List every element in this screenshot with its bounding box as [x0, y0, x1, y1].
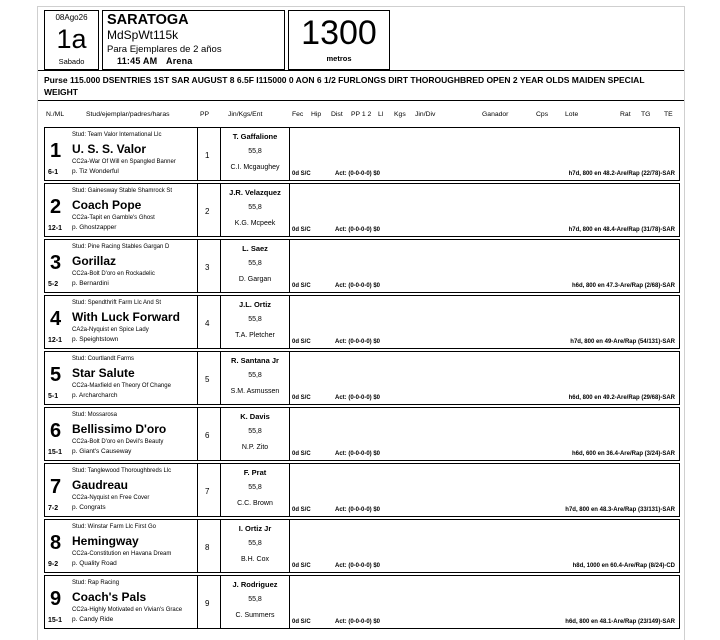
current-record: Act: (0-0-0-0) $0 [335, 395, 381, 401]
broodmare-sire: p. Archarcharch [72, 392, 118, 399]
post-position: 9 [205, 599, 210, 608]
pedigree: CC2a-Bolt D'oro en Devil's Beauty [72, 439, 164, 445]
col-fec: Fec [292, 111, 304, 118]
col-ll: Ll [378, 111, 384, 118]
horse-cell [44, 239, 198, 293]
entry-row[interactable] [44, 295, 680, 350]
jockey-cell [220, 183, 290, 237]
horse-name: Bellissimo D'oro [72, 422, 167, 436]
distance-box [288, 10, 390, 70]
program-number: 4 [50, 308, 62, 330]
horse-name: U. S. S. Valor [72, 142, 147, 156]
col-nml: N./ML [46, 111, 65, 118]
program-number: 8 [50, 532, 62, 554]
current-record: Act: (0-0-0-0) $0 [335, 451, 381, 457]
col-hip: Hip [311, 111, 322, 118]
jockey: J.R. Velazquez [229, 188, 281, 197]
past-performance-cell [290, 127, 680, 181]
post-time: 11:45 AM [117, 56, 158, 66]
jockey-cell [220, 239, 290, 293]
past-performance-cell [290, 183, 680, 237]
workout: h7d, 800 en 48.3-Are/Rap (33/131)-SAR [565, 507, 675, 513]
race-number: 1a [56, 24, 87, 54]
horse-cell [44, 519, 198, 573]
past-performance-cell [290, 463, 680, 517]
col-cps: Cps [536, 111, 549, 118]
col-jkg: Jin/Kgs/Ent [228, 111, 263, 118]
jockey: J.L. Ortiz [238, 300, 272, 309]
trainer: D. Gargan [238, 276, 272, 283]
jockey-cell [220, 463, 290, 517]
col-rat: Rat [620, 111, 631, 118]
pedigree: CC2a-Highly Motivated en Vivian's Grace [72, 607, 183, 613]
jockey: J. Rodriguez [232, 580, 278, 589]
morning-line-odds: 5-1 [48, 393, 59, 400]
post-position: 1 [205, 151, 210, 160]
workout: h6d, 800 en 49.2-Are/Rap (29/68)-SAR [568, 395, 675, 401]
broodmare-sire: p. Quality Road [72, 560, 117, 567]
post-position-cell [198, 463, 220, 517]
jockey: R. Santana Jr [231, 356, 279, 365]
workout: h7d, 800 en 49-Are/Rap (54/131)-SAR [570, 339, 675, 345]
race-day: Sabado [58, 57, 85, 66]
horse-name: Gaudreau [72, 478, 129, 492]
pedigree: CC2a-Maxfield en Theory Of Change [72, 383, 171, 389]
col-kgs: Kgs [394, 111, 406, 118]
jockey-cell [220, 351, 290, 405]
past-performance-cell [290, 351, 680, 405]
morning-line-odds: 6-1 [48, 169, 59, 176]
pedigree: CC2a-Nyquist en Free Cover [72, 495, 150, 501]
current-record: Act: (0-0-0-0) $0 [335, 563, 381, 569]
col-tg: TG [641, 111, 651, 118]
workout: h6d, 800 en 48.1-Are/Rap (23/149)-SAR [565, 619, 675, 625]
horse-cell [44, 575, 198, 629]
pedigree: CC2a-Constitution en Havana Dream [72, 551, 172, 557]
trainer: B.H. Cox [240, 556, 269, 563]
col-dist: Dist [331, 111, 343, 118]
trainer: T.A. Pletcher [235, 332, 275, 339]
current-record: Act: (0-0-0-0) $0 [335, 339, 381, 345]
race-record: 0d S/C [292, 171, 311, 177]
post-position: 7 [205, 487, 210, 496]
col-lote: Lote [565, 111, 579, 118]
entry-row[interactable] [44, 351, 680, 406]
current-record: Act: (0-0-0-0) $0 [335, 227, 381, 233]
distance-unit: metros [326, 54, 352, 63]
trainer: N.P. Zito [241, 444, 269, 451]
entry-row[interactable] [44, 239, 680, 294]
stud-owner: Stud: Tanglewood Thoroughbreds Llc [72, 468, 172, 474]
workout: h7d, 800 en 48.2-Are/Rap (22/78)-SAR [568, 171, 675, 177]
morning-line-odds: 5-2 [48, 281, 59, 288]
program-number: 5 [50, 364, 62, 386]
jockey-cell [220, 295, 290, 349]
jockey-cell [220, 519, 290, 573]
entry-row[interactable] [44, 463, 680, 518]
column-headers [38, 111, 684, 123]
stud-owner: Stud: Rap Racing [72, 580, 120, 586]
entry-row[interactable] [44, 575, 680, 630]
col-stud: Stud/ejemplar/padres/haras [86, 111, 170, 118]
race-record: 0d S/C [292, 451, 311, 457]
workout: h6d, 800 en 47.3-Are/Rap (2/68)-SAR [571, 283, 675, 289]
horse-cell [44, 183, 198, 237]
post-position-cell [198, 351, 220, 405]
post-position: 4 [205, 319, 210, 328]
workout: h8d, 1000 en 60.4-Are/Rap (8/24)-CD [572, 563, 675, 569]
jockey-cell [220, 407, 290, 461]
race-type: MdSpWt115k [107, 28, 179, 42]
horse-cell [44, 407, 198, 461]
race-record: 0d S/C [292, 619, 311, 625]
weight: 55,8 [248, 148, 262, 155]
post-position: 3 [205, 263, 210, 272]
pedigree: CA2a-Nyquist en Spice Lady [72, 327, 149, 333]
col-pp: PP [200, 111, 210, 118]
trainer: C.C. Brown [237, 500, 273, 507]
past-performance-cell [290, 295, 680, 349]
broodmare-sire: p. Ghostzapper [72, 224, 117, 231]
col-jindiv: Jin/Div [415, 111, 436, 118]
broodmare-sire: p. Bernardini [72, 280, 109, 287]
post-position-cell [198, 239, 220, 293]
stud-owner: Stud: Mossarosa [72, 412, 118, 418]
entry-row[interactable] [44, 183, 680, 238]
post-position: 2 [205, 207, 210, 216]
post-position-cell [198, 519, 220, 573]
entry-row[interactable] [44, 127, 680, 182]
horse-name: With Luck Forward [72, 310, 180, 324]
horse-cell [44, 127, 198, 181]
race-conditions: Para Ejemplares de 2 años [107, 44, 222, 55]
morning-line-odds: 9-2 [48, 561, 59, 568]
post-position: 8 [205, 543, 210, 552]
broodmare-sire: p. Giant's Causeway [72, 448, 132, 455]
race-record: 0d S/C [292, 563, 311, 569]
horse-name: Hemingway [72, 534, 139, 548]
jockey: L. Saez [242, 244, 268, 253]
race-record: 0d S/C [292, 507, 311, 513]
morning-line-odds: 7-2 [48, 505, 59, 512]
program-number: 1 [50, 140, 62, 162]
track-name: SARATOGA [107, 12, 189, 28]
post-position-cell [198, 295, 220, 349]
weight: 55,8 [248, 204, 262, 211]
stud-owner: Stud: Pine Racing Stables Gargan D [72, 244, 170, 250]
horse-cell [44, 463, 198, 517]
horse-cell [44, 295, 198, 349]
weight: 55,8 [248, 596, 262, 603]
past-performance-cell [290, 575, 680, 629]
program-number: 6 [50, 420, 62, 442]
post-position-cell [198, 127, 220, 181]
broodmare-sire: p. Congrats [72, 504, 106, 511]
purse-description: Purse 115.000 DSENTRIES 1ST SAR AUGUST 8 6.5F I115000 0 AON 6 1/2 FURLONGS DIRT THOROUGHBRED OPEN 2 YEAR OLDS MAIDEN SPECIAL WEIGHT [38, 70, 684, 101]
race-record: 0d S/C [292, 227, 311, 233]
past-performance-cell [290, 239, 680, 293]
race-record: 0d S/C [292, 283, 311, 289]
horse-name: Gorillaz [72, 254, 117, 268]
col-pp12: PP 1 2 [351, 111, 372, 118]
post-position-cell [198, 183, 220, 237]
jockey-cell [220, 575, 290, 629]
program-number: 7 [50, 476, 62, 498]
race-record: 0d S/C [292, 395, 311, 401]
race-date: 08Ago26 [55, 13, 88, 22]
weight: 55,8 [248, 260, 262, 267]
workout: h6d, 600 en 36.4-Are/Rap (3/24)-SAR [571, 451, 675, 457]
post-position-cell [198, 575, 220, 629]
race-number-box [44, 10, 99, 70]
entry-row[interactable] [44, 519, 680, 574]
jockey-cell [220, 127, 290, 181]
horse-name: Star Salute [72, 366, 135, 380]
stud-owner: Stud: Winstar Farm Llc First Go [72, 524, 157, 530]
program-number: 9 [50, 588, 62, 610]
weight: 55,8 [248, 540, 262, 547]
program-number: 2 [50, 196, 62, 218]
trainer: C. Summers [235, 612, 275, 619]
past-performance-cell [290, 407, 680, 461]
current-record: Act: (0-0-0-0) $0 [335, 283, 381, 289]
stud-owner: Stud: Spendthrift Farm Llc And St [72, 300, 162, 306]
trainer: S.M. Asmussen [230, 388, 280, 395]
weight: 55,8 [248, 316, 262, 323]
jockey: I. Ortiz Jr [238, 524, 272, 533]
workout: h7d, 800 en 48.4-Are/Rap (31/78)-SAR [568, 227, 675, 233]
jockey: T. Gaffalione [232, 132, 278, 141]
col-te: TE [664, 111, 673, 118]
current-record: Act: (0-0-0-0) $0 [335, 171, 381, 177]
horse-name: Coach Pope [72, 198, 142, 212]
weight: 55,8 [248, 372, 262, 379]
morning-line-odds: 12-1 [48, 225, 63, 232]
post-position: 6 [205, 431, 210, 440]
pedigree: CC2a-Bolt D'oro en Rockadelic [72, 271, 155, 277]
col-ganador: Ganador [482, 111, 509, 118]
post-time-line [107, 56, 193, 66]
current-record: Act: (0-0-0-0) $0 [335, 507, 381, 513]
surface: Arena [166, 56, 193, 66]
program-sheet [37, 6, 685, 640]
horse-name: Coach's Pals [72, 590, 147, 604]
race-record: 0d S/C [292, 339, 311, 345]
morning-line-odds: 15-1 [48, 617, 63, 624]
trainer: C.I. Mcgaughey [230, 164, 280, 171]
race-info-box [102, 10, 285, 70]
morning-line-odds: 12-1 [48, 337, 63, 344]
post-position-cell [198, 407, 220, 461]
stud-owner: Stud: Gainesway Stable Shamrock St [72, 188, 173, 194]
horse-cell [44, 351, 198, 405]
current-record: Act: (0-0-0-0) $0 [335, 619, 381, 625]
broodmare-sire: p. Speightstown [72, 336, 119, 343]
post-position: 5 [205, 375, 210, 384]
morning-line-odds: 15-1 [48, 449, 63, 456]
weight: 55,8 [248, 428, 262, 435]
trainer: K.G. Mcpeek [234, 220, 276, 227]
stud-owner: Stud: Team Valor International Llc [72, 132, 162, 138]
jockey: F. Prat [243, 468, 267, 477]
entry-row[interactable] [44, 407, 680, 462]
pedigree: CC2a-War Of Will en Spangled Banner [72, 159, 176, 165]
broodmare-sire: p. Tiz Wonderful [72, 168, 119, 175]
weight: 55,8 [248, 484, 262, 491]
pedigree: CC2a-Tapit en Gamble's Ghost [72, 215, 155, 221]
broodmare-sire: p. Candy Ride [72, 616, 114, 623]
program-number: 3 [50, 252, 62, 274]
past-performance-cell [290, 519, 680, 573]
jockey: K. Davis [240, 412, 270, 421]
distance-value: 1300 [301, 14, 377, 52]
stud-owner: Stud: Courtlandt Farms [72, 356, 135, 362]
